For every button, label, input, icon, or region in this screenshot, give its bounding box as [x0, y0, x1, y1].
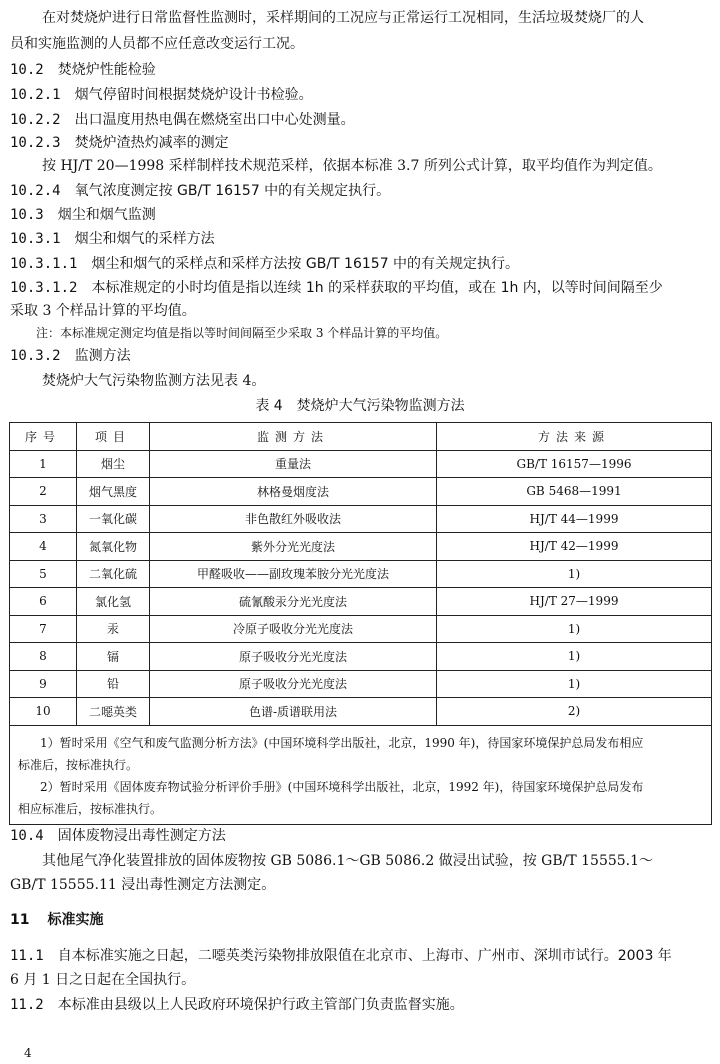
section-number: 10.3.2 [10, 348, 61, 364]
section-number: 10.3 [10, 207, 44, 223]
clause-text: 烟气停留时间根据焚烧炉设计书检验。 [74, 87, 313, 103]
cell-source: 1) [437, 643, 712, 671]
section-title: 标准实施 [47, 912, 104, 928]
clause-text: 本标准规定的小时均值是指以连续 1h 的采样获取的平均值，或在 1h 内，以等时间间隔至少 [91, 280, 663, 296]
intro-line-2: 员和实施监测的人员都不应任意改变运行工况。 [10, 36, 304, 52]
footnote-1-cont: 标准后，按标准执行。 [18, 757, 139, 772]
cell-no: 2 [10, 478, 77, 506]
footnote-1: 1）暂时采用《空气和废气监测分析方法》(中国环境科学出版社，北京，1990 年)，待国家环境保护总局发布相应 [40, 735, 644, 750]
heading-11 [10, 910, 712, 930]
clause-10-3-1-1 [10, 254, 712, 274]
clause-10-4-body-2: GB/T 15555.11 浸出毒性测定方法测定。 [10, 877, 276, 893]
section-number: 11 [10, 912, 30, 928]
section-number: 11.1 [10, 948, 44, 964]
section-number: 10.2 [10, 62, 44, 78]
header-no: 序号 [10, 423, 77, 451]
cell-source: GB 5468—1991 [437, 478, 712, 506]
cell-no: 9 [10, 670, 77, 698]
clause-11-2 [10, 995, 712, 1015]
cell-no: 8 [10, 643, 77, 671]
footnote-2: 2）暂时采用《固体废弃物试验分析评价手册》(中国环境科学出版社，北京，1992 年)，待国家环境保护总局发布 [40, 779, 644, 794]
cell-source: HJ/T 27—1999 [437, 588, 712, 616]
cell-item: 氯化氢 [77, 588, 150, 616]
table-row [10, 670, 712, 698]
table-row [10, 615, 712, 643]
clause-text: 氧气浓度测定按 GB/T 16157 中的有关规定执行。 [74, 183, 391, 199]
table-footnote-row [10, 725, 712, 824]
section-number: 10.3.1 [10, 231, 61, 247]
heading-10-2 [10, 60, 712, 80]
section-number: 10.2.4 [10, 183, 61, 199]
clause-text: 自本标准实施之日起，二噁英类污染物排放限值在北京市、上海市、广州市、深圳市试行。2003 年 [57, 948, 672, 964]
section-number: 10.4 [10, 828, 44, 844]
cell-item: 汞 [77, 615, 150, 643]
clause-10-3-1-2-cont: 采取 3 个样品计算的平均值。 [10, 303, 196, 319]
clause-10-2-1 [10, 85, 712, 105]
header-method: 监测方法 [150, 423, 437, 451]
cell-method: 非色散红外吸收法 [150, 505, 437, 533]
cell-item: 烟尘 [77, 450, 150, 478]
footnote-2-cont: 相应标准后，按标准执行。 [18, 801, 163, 816]
section-number: 10.3.1.1 [10, 256, 78, 272]
table-footnotes [10, 725, 712, 824]
cell-source: HJ/T 44—1999 [437, 505, 712, 533]
cell-no: 1 [10, 450, 77, 478]
note-text: 注：本标准规定测定均值是指以等时间间隔至少采取 3 个样品计算的平均值。 [36, 326, 448, 340]
table-row [10, 478, 712, 506]
cell-item: 氮氧化物 [77, 533, 150, 561]
heading-10-2-3 [10, 133, 712, 153]
cell-method: 冷原子吸收分光光度法 [150, 615, 437, 643]
cell-method: 硫氰酸汞分光光度法 [150, 588, 437, 616]
monitoring-methods-table [9, 422, 712, 825]
section-title: 焚烧炉性能检验 [57, 62, 156, 78]
cell-no: 10 [10, 698, 77, 726]
clause-10-4-body-1: 其他尾气净化装置排放的固体废物按 GB 5086.1～GB 5086.2 做浸出试验，按 GB/T 15555.1～ [42, 853, 654, 869]
section-title: 固体废物浸出毒性测定方法 [57, 828, 226, 844]
cell-source: GB/T 16157—1996 [437, 450, 712, 478]
cell-source: 2) [437, 698, 712, 726]
cell-method: 重量法 [150, 450, 437, 478]
section-number: 10.3.1.2 [10, 280, 78, 296]
section-title: 焚烧炉渣热灼减率的测定 [74, 135, 229, 151]
cell-source: 1) [437, 615, 712, 643]
cell-no: 7 [10, 615, 77, 643]
cell-no: 4 [10, 533, 77, 561]
cell-item: 一氧化碳 [77, 505, 150, 533]
cell-item: 二氧化硫 [77, 560, 150, 588]
cell-item: 烟气黑度 [77, 478, 150, 506]
clause-10-2-2 [10, 110, 712, 130]
clause-11-1-cont: 6 月 1 日之日起在全国执行。 [10, 972, 196, 988]
clause-text: 本标准由县级以上人民政府环境保护行政主管部门负责监督实施。 [57, 997, 464, 1013]
cell-source: 1) [437, 560, 712, 588]
section-number: 10.2.1 [10, 87, 61, 103]
cell-method: 原子吸收分光光度法 [150, 670, 437, 698]
section-number: 10.2.2 [10, 112, 61, 128]
cell-method: 紫外分光光度法 [150, 533, 437, 561]
clause-10-2-4 [10, 181, 712, 201]
table-row [10, 450, 712, 478]
cell-method: 甲醛吸收——副玫瑰苯胺分光光度法 [150, 560, 437, 588]
clause-11-1 [10, 946, 712, 966]
clause-text: 出口温度用热电偶在燃烧室出口中心处测量。 [74, 112, 355, 128]
clause-10-3-1-2 [10, 278, 712, 298]
clause-10-2-3-body: 按 HJ/T 20—1998 采样制样技术规范采样，依据本标准 3.7 所列公式计算，取平均值作为判定值。 [42, 158, 662, 174]
heading-10-3-1 [10, 229, 712, 249]
table-row [10, 505, 712, 533]
cell-source: HJ/T 42—1999 [437, 533, 712, 561]
clause-text: 烟尘和烟气的采样点和采样方法按 GB/T 16157 中的有关规定执行。 [91, 256, 520, 272]
cell-no: 3 [10, 505, 77, 533]
cell-method: 原子吸收分光光度法 [150, 643, 437, 671]
table-caption: 表 4 焚烧炉大气污染物监测方法 [255, 398, 465, 414]
section-number: 10.2.3 [10, 135, 61, 151]
header-item: 项目 [77, 423, 150, 451]
table-row [10, 533, 712, 561]
header-source: 方法来源 [437, 423, 712, 451]
page-number: 4 [24, 1046, 32, 1060]
cell-item: 铅 [77, 670, 150, 698]
section-title: 监测方法 [74, 348, 131, 364]
cell-item: 镉 [77, 643, 150, 671]
section-title: 烟尘和烟气监测 [57, 207, 156, 223]
section-number: 11.2 [10, 997, 44, 1013]
cell-method: 林格曼烟度法 [150, 478, 437, 506]
table-row [10, 588, 712, 616]
clause-10-3-2-body: 焚烧炉大气污染物监测方法见表 4。 [42, 373, 266, 389]
cell-method: 色谱-质谱联用法 [150, 698, 437, 726]
table-header-row [10, 423, 712, 451]
cell-source: 1) [437, 670, 712, 698]
heading-10-3 [10, 205, 712, 225]
table-row [10, 698, 712, 726]
cell-no: 5 [10, 560, 77, 588]
section-title: 烟尘和烟气的采样方法 [74, 231, 215, 247]
cell-item: 二噁英类 [77, 698, 150, 726]
heading-10-3-2 [10, 346, 712, 366]
heading-10-4 [10, 826, 712, 846]
intro-line-1: 在对焚烧炉进行日常监督性监测时，采样期间的工况应与正常运行工况相同，生活垃圾焚烧厂的人 [42, 10, 644, 26]
table-row [10, 560, 712, 588]
cell-no: 6 [10, 588, 77, 616]
table-row [10, 643, 712, 671]
